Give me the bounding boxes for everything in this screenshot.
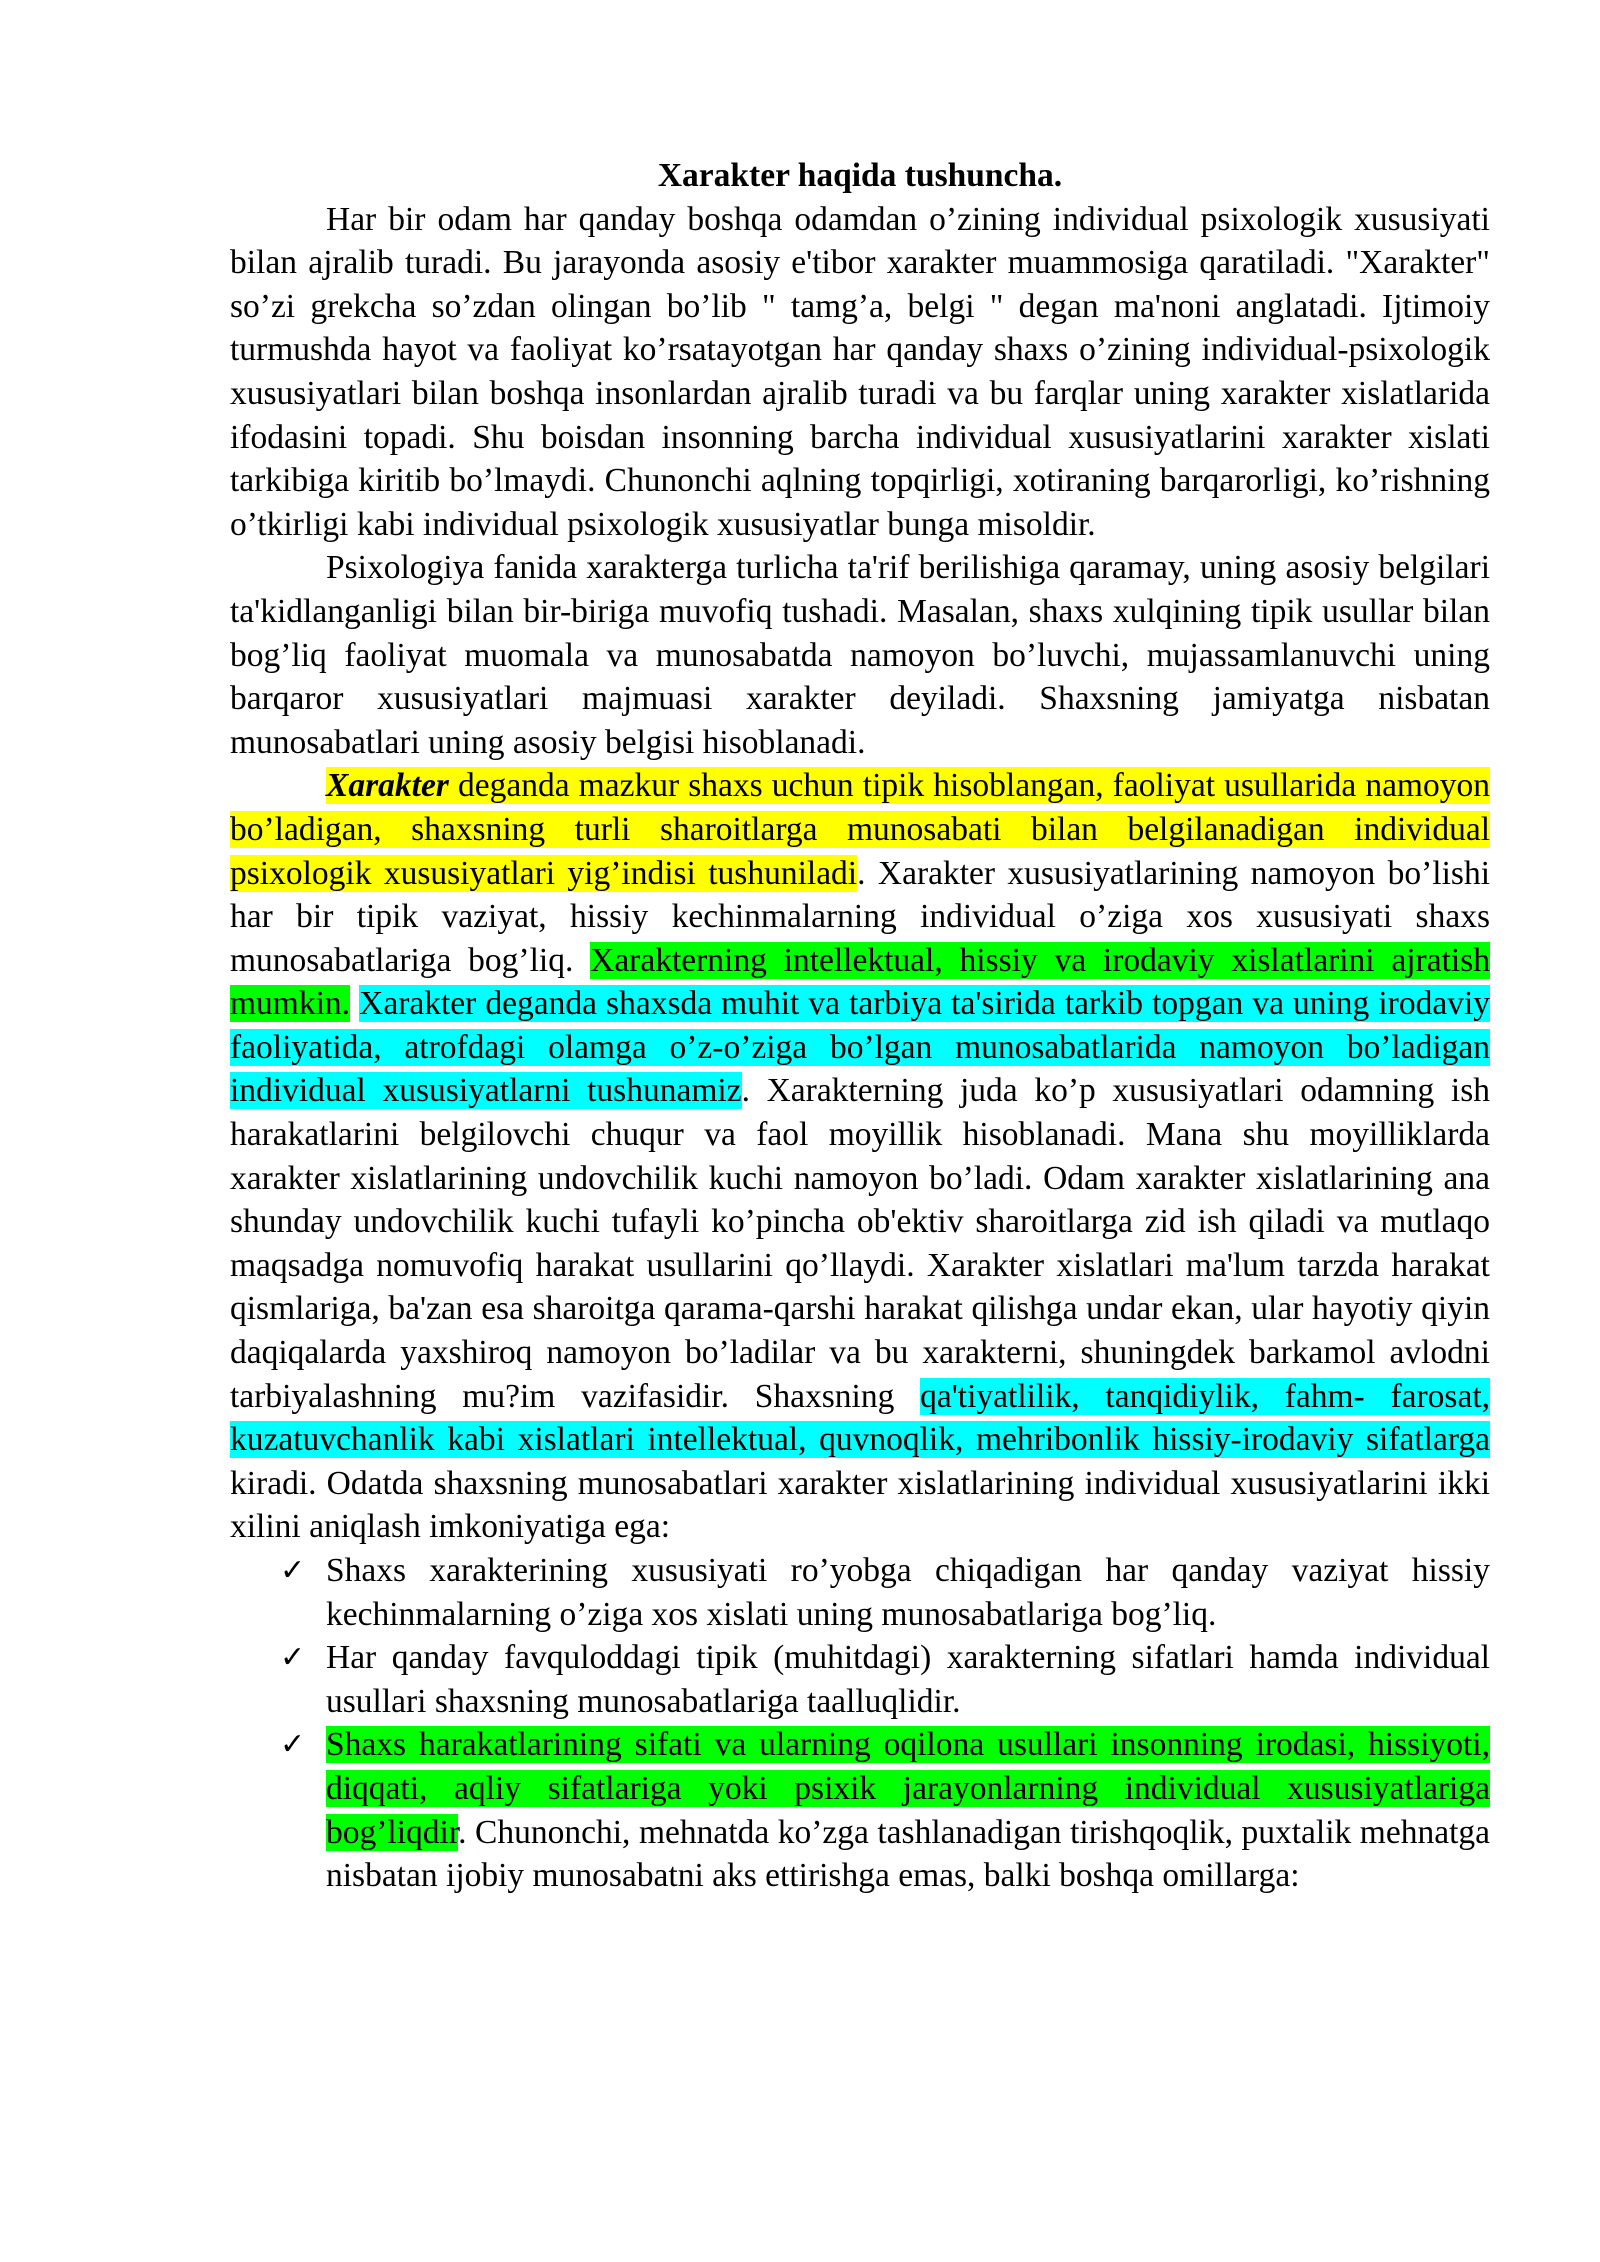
paragraph-2: Psixologiya fanida xarakterga turlicha ta'rif berilishiga qaramay, uning asosiy belgilari ta'kidlanganligi bilan bir-biriga muvofiq tushadi. Masalan, shaxs xulqining tipik usullar bilan bog’liq faoliyat muomala va munosabatda namoyon bo’luvchi, mujassamlanuvchi uning barqaror xususiyatlari majmuasi xarakter deyiladi. Shaxsning jamiyatga nisbatan munosabatlari uning asosiy belgisi hisoblanadi. (230, 549, 1490, 761)
checkmark-icon: ✓ (280, 1640, 306, 1676)
highlight-cyan-traits: qa'tiyatlilik, tanqidiylik, fahm- farosat, kuzatuvchanlik kabi xislatlari intellektual, quvnoqlik, mehribonlik hissiy-irodaviy sifatlarga (230, 1377, 1490, 1459)
paragraph-3-ending: kiradi. Odatda shaxsning munosabatlari xarakter xislatlarining individual xususiyatlarini ikki xilini aniqlash imkoniyatiga ega: (230, 1464, 1490, 1546)
highlight-green-sentence: Xarakterning intellektual, hissiy va irodaviy xislatlarini ajratish mumkin. (230, 941, 1490, 1023)
list-item-text: Shaxs xarakterining xususiyati ro’yobga chiqadigan har qanday vaziyat hissiy kechinmalarning o’ziga xos xislati uning munosabatlariga bog’liq. (326, 1552, 1490, 1633)
checklist (230, 1549, 1490, 1898)
definition-text: deganda mazkur shaxs uchun tipik hisoblangan, faoliyat usullarida namoyon bo’ladigan, shaxsning turli sharoitlarga munosabati bilan belgilanadigan individual psixologik xususiyatlari yig’indisi tushuniladi (230, 767, 1490, 892)
term-xarakter: Xarakter (326, 767, 449, 805)
list-item-text: . Chunonchi, mehnatda ko’zga tashlanadigan tirishqoqlik, puxtalik mehnatga nisbatan ijobiy munosabatni aks ettirishga emas, balki boshqa omillarga: (326, 1813, 1490, 1895)
text-after-definition: . Xarakter xususiyatlarining namoyon bo’lishi har bir tipik vaziyat, hissiy kechinmalarning individual o’ziga xos xususiyati shaxs munosabatlariga bog’liq. (230, 854, 1490, 979)
document-body (230, 154, 1490, 1898)
highlight-green-list-text: Shaxs harakatlarining sifati va ularning oqilona usullari insonning irodasi, hissiyoti, diqqati, aqliy sifatlariga yoki psixik jarayonlarning individual xususiyatlariga bog’liqdir (326, 1726, 1490, 1851)
list-item (280, 1636, 1490, 1723)
checkmark-icon: ✓ (280, 1727, 306, 1763)
highlight-cyan-sentence: Xarakter deganda shaxsda muhit va tarbiya ta'sirida tarkib topgan va uning irodaviy faoliyatida, atrofdagi olamga o’z-o’ziga bo’lgan munosabatlarida namoyon bo’ladigan individual xususiyatlarni tushunamiz (230, 985, 1491, 1110)
text-after-cyan: . Xarakterning juda ko’p xususiyatlari odamning ish harakatlarini belgilovchi chuqur va faol moyillik hisoblanadi. Mana shu moyilliklarda xarakter xislatlarining undovchilik kuchi namoyon bo’ladi. Odam xarakter xislatlarining ana shunday undovchilik kuchi tufayli ko’pincha ob'ektiv sharoitlarga zid ish qiladi va mutlaqo maqsadga nomuvofiq harakat usullarini qo’llaydi. Xarakter xislatlari ma'lum tarzda harakat qismlariga, ba'zan esa sharoitga qarama-qarshi harakat qilishga undar ekan, ular hayotiy qiyin daqiqalarda yaxshiroq namoyon bo’ladilar va bu xarakterni, shuningdek barkamol avlodni tarbiyalashning mu?im vazifasidir. Shaxsning (230, 1072, 1490, 1415)
list-item (280, 1723, 1490, 1897)
paragraph-3 (230, 764, 1490, 1549)
paragraph-1: Har bir odam har qanday boshqa odamdan o’zining individual psixologik xususiyati bilan ajralib turadi. Bu jarayonda asosiy e'tibor xarakter muammosiga qaratiladi. "Xarakter" so’zi grekcha so’zdan olingan bo’lib " tamg’a, belgi " degan ma'noni anglatadi. Ijtimoiy turmushda hayot va faoliyat ko’rsatayotgan har qanday shaxs o’zining individual-psixologik xususiyatlari bilan boshqa insonlardan ajralib turadi va bu farqlar uning xarakter xislatlarida ifodasini topadi. Shu boisdan insonning barcha individual xususiyatlarini xarakter xislati tarkibiga kiritib bo’lmaydi. Chunonchi aqlning topqirligi, xotiraning barqarorligi, ko’rishning o’tkirligi kabi individual psixologik xususiyatlar bunga misoldir. (230, 200, 1490, 543)
checkmark-icon: ✓ (280, 1553, 306, 1588)
list-item (280, 1549, 1490, 1636)
document-title: Xarakter haqida tushuncha. (657, 157, 1063, 194)
list-item-text: Har qanday favquloddagi tipik (muhitdagi) xarakterning sifatlari hamda individual usullari shaxsning munosabatlariga taalluqlidir. (326, 1639, 1490, 1720)
space (350, 985, 359, 1022)
